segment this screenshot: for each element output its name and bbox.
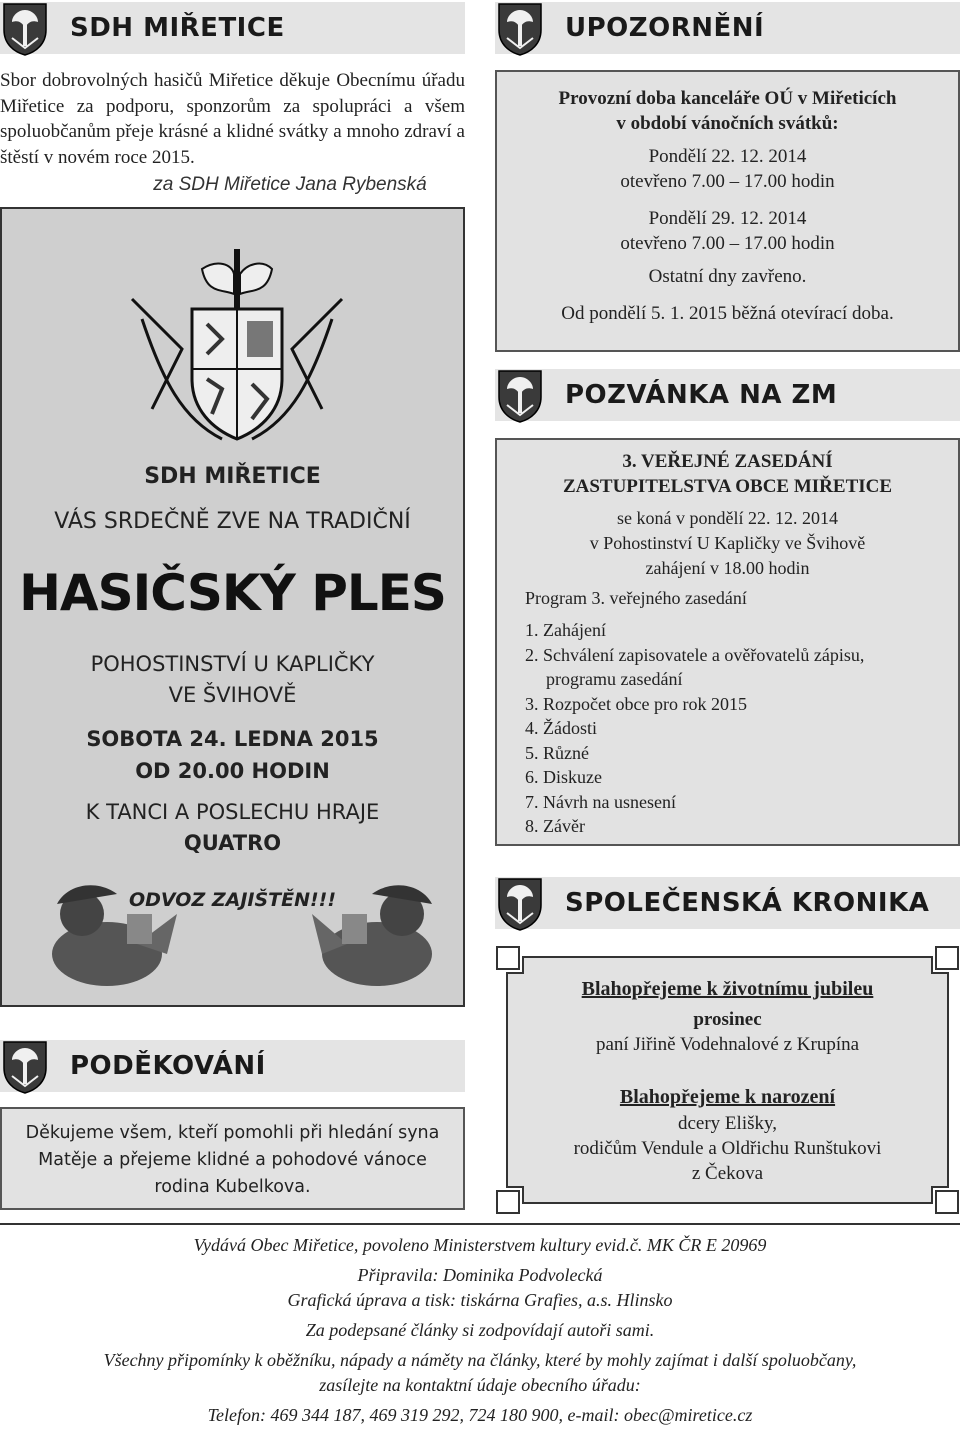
kronika-birth-line2: rodičům Vendule a Oldřichu Runštukovi xyxy=(573,1138,882,1159)
podekovani-line3: rodina Kubelkova. xyxy=(154,1177,311,1197)
program-item: 1. Zahájení xyxy=(525,620,606,640)
municipal-crest-icon xyxy=(495,0,545,56)
sdh-header xyxy=(0,2,465,54)
pozvanka-heading2: ZASTUPITELSTVA OBCE MIŘETICE xyxy=(562,476,893,497)
footer-divider xyxy=(0,1223,960,1225)
kronika-month: prosinec xyxy=(693,1009,762,1030)
upozorneni-title: UPOZORNĚNÍ xyxy=(565,13,765,43)
dragon-figure-left-icon xyxy=(37,874,187,999)
upozorneni-heading1: Provozní doba kanceláře OÚ v Miřeticích xyxy=(558,88,897,109)
pozvanka-info2: v Pohostinství U Kapličky ve Švihově xyxy=(589,533,866,553)
pozvanka-box xyxy=(495,438,960,846)
podekovani-line2: Matěje a přejeme klidné a pohodové vánoce xyxy=(38,1150,427,1170)
footer-line2: Připravila: Dominika Podvolecká xyxy=(357,1265,603,1285)
poster-venue-1: POHOSTINSTVÍ U KAPLIČKY xyxy=(90,652,375,676)
program-item: 8. Závěr xyxy=(525,816,585,836)
program-item: 7. Návrh na usnesení xyxy=(525,791,676,812)
program-item: 4. Žádosti xyxy=(525,718,597,738)
pozvanka-program-list xyxy=(525,618,864,839)
footer-line3: Grafická úprava a tisk: tiskárna Grafies, a.s. Hlinsko xyxy=(287,1290,673,1310)
poster-event-title: HASIČSKÝ PLES xyxy=(19,564,446,622)
pozvanka-header xyxy=(495,369,960,421)
upozorneni-other: Ostatní dny zavřeno. xyxy=(648,266,807,287)
poster-music: K TANCI A POSLECHU HRAJE xyxy=(85,800,380,824)
sdh-title: SDH MIŘETICE xyxy=(70,13,285,43)
pozvanka-heading1: 3. VEŘEJNÉ ZASEDÁNÍ xyxy=(622,451,833,472)
footer-line5: Všechny připomínky k oběžníku, nápady a náměty na články, které by mohly zajímat i další spoluobčany, xyxy=(103,1350,857,1370)
footer-line4: Za podepsané články si zodpovídají autoři sami. xyxy=(305,1320,655,1340)
footer-line7: Telefon: 469 344 187, 469 319 292, 724 180 900, e-mail: obec@miretice.cz xyxy=(207,1405,753,1425)
pozvanka-program-title: Program 3. veřejného zasedání xyxy=(525,588,747,608)
upozorneni-hours1: otevřeno 7.00 – 17.00 hodin xyxy=(620,171,835,192)
upozorneni-from: Od pondělí 5. 1. 2015 běžná otevírací doba. xyxy=(561,303,894,324)
upozorneni-day1: Pondělí 22. 12. 2014 xyxy=(648,146,807,167)
program-item: 2. Schválení zapisovatele a ověřovatelů zápisu, xyxy=(525,644,865,665)
municipal-crest-icon xyxy=(495,367,545,423)
upozorneni-day2: Pondělí 29. 12. 2014 xyxy=(648,208,807,229)
sdh-signature: za SDH Miřetice Jana Rybenská xyxy=(153,174,427,195)
kronika-title: SPOLEČENSKÁ KRONIKA xyxy=(565,888,930,918)
municipal-crest-icon xyxy=(495,875,545,931)
podekovani-box xyxy=(0,1107,465,1210)
poster-date-2: OD 20.00 HODIN xyxy=(135,759,330,783)
kronika-birth-title: Blahopřejeme k narození xyxy=(619,1086,836,1108)
poster-venue-2: VE ŠVIHOVĚ xyxy=(168,683,297,707)
dragon-figure-right-icon xyxy=(302,874,452,999)
upozorneni-box xyxy=(495,70,960,352)
kronika-header xyxy=(495,877,960,929)
podekovani-title: PODĚKOVÁNÍ xyxy=(70,1051,266,1081)
poster-date-1: SOBOTA 24. LEDNA 2015 xyxy=(86,727,379,751)
footer-line6: zasílejte na kontaktní údaje obecního úřadu: xyxy=(319,1375,641,1395)
poster-org: SDH MIŘETICE xyxy=(144,464,321,489)
upozorneni-heading2: v období vánočních svátků: xyxy=(616,113,839,134)
kronika-birth-line1: dcery Elišky, xyxy=(677,1113,778,1134)
ball-poster xyxy=(0,207,465,1007)
upozorneni-header xyxy=(495,2,960,54)
program-item: 3. Rozpočet obce pro rok 2015 xyxy=(525,693,747,714)
program-item: programu zasedání xyxy=(546,669,683,689)
pozvanka-info1: se koná v pondělí 22. 12. 2014 xyxy=(617,508,838,528)
poster-invite: VÁS SRDEČNĚ ZVE NA TRADIČNÍ xyxy=(54,509,411,534)
poster-transport: ODVOZ ZAJIŠTĚN!!! xyxy=(129,889,336,911)
municipal-crest-icon xyxy=(0,1038,50,1094)
upozorneni-hours2: otevřeno 7.00 – 17.00 hodin xyxy=(620,233,835,254)
pozvanka-info3: zahájení v 18.00 hodin xyxy=(645,558,810,578)
kronika-birth-line3: z Čekova xyxy=(691,1163,764,1184)
podekovani-line1: Děkujeme všem, kteří pomohli při hledání syna xyxy=(25,1123,440,1143)
poster-band: QUATRO xyxy=(183,831,282,855)
program-item: 5. Různé xyxy=(525,742,589,763)
podekovani-header xyxy=(0,1040,465,1092)
pozvanka-title: POZVÁNKA NA ZM xyxy=(565,380,838,410)
program-item: 6. Diskuze xyxy=(525,767,602,787)
firefighter-emblem-icon xyxy=(122,239,352,459)
kronika-jubilee-title: Blahopřejeme k životnímu jubileu xyxy=(581,978,874,1000)
sdh-body: Sbor dobrovolných hasičů Miřetice děkuje Obecnímu úřadu Miřetice za podporu, sponzorům za spolupráci a všem spoluobčanům přeje krásné a klidné svátky a mnoho zdraví a štěstí v novém roce 2015. xyxy=(0,70,465,168)
kronika-jubilee-person: paní Jiřině Vodehnalové z Krupína xyxy=(595,1034,860,1055)
municipal-crest-icon xyxy=(0,0,50,56)
footer-line1: Vydává Obec Miřetice, povoleno Ministerstvem kultury evid.č. MK ČR E 20969 xyxy=(193,1235,767,1255)
